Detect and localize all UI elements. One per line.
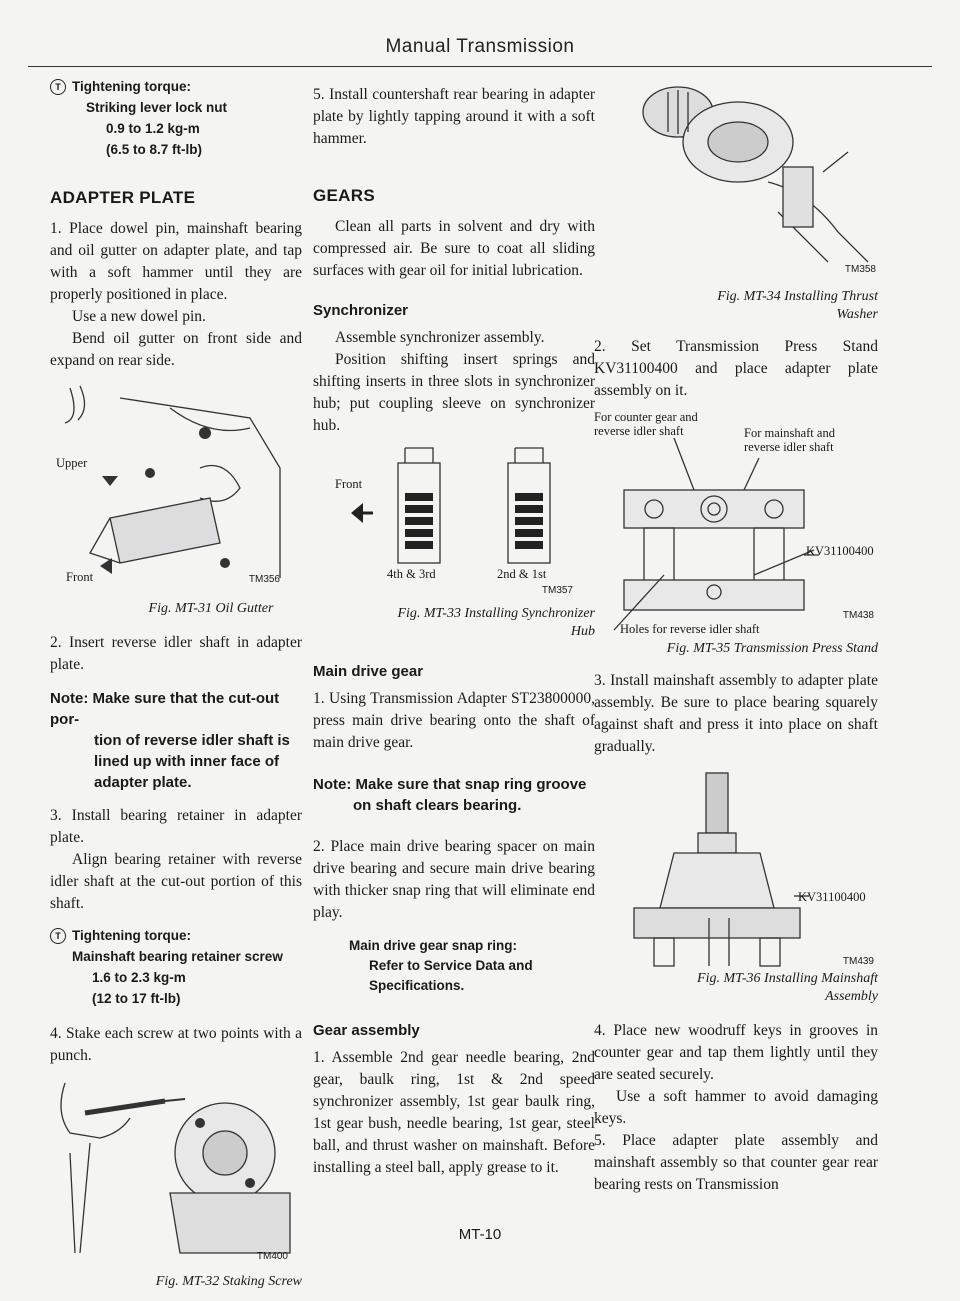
torque-value-metric: 0.9 to 1.2 kg-m [106,121,200,136]
figure-caption: Fig. MT-32 Staking Screw [155,1274,302,1289]
note-idler-shaft [50,688,302,793]
label-front: Front [335,477,363,491]
step-4: 4. Place new woodruff keys in grooves in counter gear and tap them lightly until they are seated securely. [594,1022,878,1083]
caption-line-1: Fig. MT-36 Installing Mainshaft [697,971,878,986]
page-number: MT-10 [458,1226,502,1243]
step-2: 2. Set Transmission Press Stand KV31100400 and place adapter plate assembly on it. [594,338,878,399]
torque-item: Mainshaft bearing retainer screw [72,949,283,964]
sync-step-1: Assemble synchronizer assembly. [335,329,545,346]
figure-caption: Fig. MT-31 Oil Gutter [148,601,274,616]
note-line-2: on shaft clears bearing. [353,797,522,814]
gears-intro: Clean all parts in solvent and dry with compressed air. Be sure to coat all sliding surfaces with gear oil for initial lubrication. [313,218,595,279]
label-line-2: reverse idler shaft [594,424,684,438]
label-holes: Holes for reverse idler shaft [620,622,760,636]
subheading-gear-assembly: Gear assembly [313,1022,420,1039]
spec-line-1: Main drive gear snap ring: [349,938,518,953]
label-kv-number: KV31100400 [806,544,874,558]
caption-line-2: Washer [836,307,878,322]
step-1: 1. Place dowel pin, mainshaft bearing and oil gutter on adapter plate, and tap with a soft hammer until they are properly positioned in place. [50,220,302,303]
step-5: 5. Place adapter plate assembly and mainshaft assembly so that counter gear rear bearing rests on Transmission [594,1132,878,1193]
step-1-note-b: Bend oil gutter on front side and expand on rear side. [50,330,302,369]
caption-line-1: Fig. MT-34 Installing Thrust [717,289,878,304]
press-stand-illustration [594,410,878,640]
gear-step-1: 1. Assemble 2nd gear needle bearing, 2nd gear, baulk ring, 1st & 2nd speed synchronizer assembly, 1st gear baulk ring, 1st gear bush, needle bearing, 1st gear, steel ball, and thrust washer on mainshaft. Before installing a steel ball, apply grease to it. [313,1049,595,1176]
torque-item: Striking lever lock nut [86,100,228,115]
mainshaft-assembly-illustration [594,768,878,968]
figure-code: TM439 [842,956,874,967]
figure-mt-32 [50,1073,302,1273]
figure-code: TM438 [842,610,874,621]
figure-code: TM400 [256,1251,288,1262]
label-kv-number: KV31100400 [798,890,866,904]
caption-line-1: Fig. MT-33 Installing Synchronizer [397,606,595,621]
note-line-1: Note: Make sure that the cut-out por- [50,690,280,728]
step-3: 3. Install mainshaft assembly to adapter plate assembly. Be sure to place bearing squarely against shaft and press it into place on shaft gradually. [594,672,878,755]
oil-gutter-illustration [50,378,302,598]
column-3 [594,72,878,1202]
note-line-1: Note: Make sure that snap ring groove [313,776,587,793]
synchronizer-hub-illustration [313,443,595,593]
column-1 [50,72,302,1301]
label-upper: Upper [56,456,88,470]
step-4: 4. Stake each screw at two points with a punch. [50,1025,302,1064]
step-1-note-a: Use a new dowel pin. [72,308,206,325]
figure-caption [594,288,878,324]
torque-icon: T [50,79,66,95]
heading-gears: GEARS [313,186,375,205]
torque-icon: T [50,928,66,944]
thrust-washer-illustration [608,72,878,272]
torque-value-metric: 1.6 to 2.3 kg-m [92,970,186,985]
figure-caption [594,970,878,1006]
spec-line-2: Refer to Service Data and [369,958,533,973]
figure-mt-36 [594,768,878,968]
torque-value-imperial: (6.5 to 8.7 ft-lb) [106,142,203,157]
figure-caption: Fig. MT-35 Transmission Press Stand [666,641,878,656]
caption-line-2: Assembly [825,989,878,1004]
figure-mt-35 [594,410,878,640]
torque-label: Tightening torque: [72,928,191,943]
figure-code: TM357 [541,585,573,596]
label-line-2: reverse idler shaft [744,440,834,454]
subheading-main-drive-gear: Main drive gear [313,663,424,680]
main-step-1: 1. Using Transmission Adapter ST23800000, press main drive bearing onto the shaft of main drive gear. [313,690,595,751]
heading-adapter-plate: ADAPTER PLATE [50,188,196,207]
step-5: 5. Install countershaft rear bearing in adapter plate by lightly tapping around it with a soft hammer. [313,86,595,147]
subheading-synchronizer: Synchronizer [313,302,409,319]
figure-caption [313,605,595,641]
figure-mt-31 [50,378,302,618]
caption-line-2: Hub [570,624,595,639]
note-line-2: tion of reverse idler shaft is lined up with inner face of adapter plate. [94,732,290,791]
figure-code: TM358 [844,264,876,275]
label-front: Front [66,570,94,584]
label-line-1: For mainshaft and [744,426,835,440]
step-3: 3. Install bearing retainer in adapter plate. [50,807,302,846]
torque-spec-1 [50,76,302,160]
figure-mt-33 [313,443,595,596]
note-snap-ring [313,774,595,816]
page-header: Manual Transmission [385,36,575,57]
spec-line-3: Specifications. [369,978,465,993]
column-2 [313,72,595,1185]
torque-spec-2 [50,925,302,1009]
sync-step-2: Position shifting insert springs and shifting inserts in three slots in synchronizer hub; put coupling sleeve on synchronizer hub. [313,351,595,434]
torque-value-imperial: (12 to 17 ft-lb) [92,991,181,1006]
torque-label: Tightening torque: [72,79,191,94]
step-3-detail: Align bearing retainer with reverse idler shaft at the cut-out portion of this shaft. [50,851,302,912]
figure-code: TM356 [248,574,280,585]
main-step-2: 2. Place main drive bearing spacer on main drive bearing and secure main drive bearing with thicker snap ring that will eliminate end play. [313,838,595,921]
header-rule [28,66,932,67]
label-line-1: For counter gear and [594,410,698,424]
step-2: 2. Insert reverse idler shaft in adapter plate. [50,634,302,673]
figure-mt-34 [608,72,878,282]
label-2nd-1st: 2nd & 1st [497,567,547,581]
snap-ring-spec [313,936,595,996]
step-4-detail: Use a soft hammer to avoid damaging keys. [594,1088,878,1127]
label-4th-3rd: 4th & 3rd [387,567,436,581]
